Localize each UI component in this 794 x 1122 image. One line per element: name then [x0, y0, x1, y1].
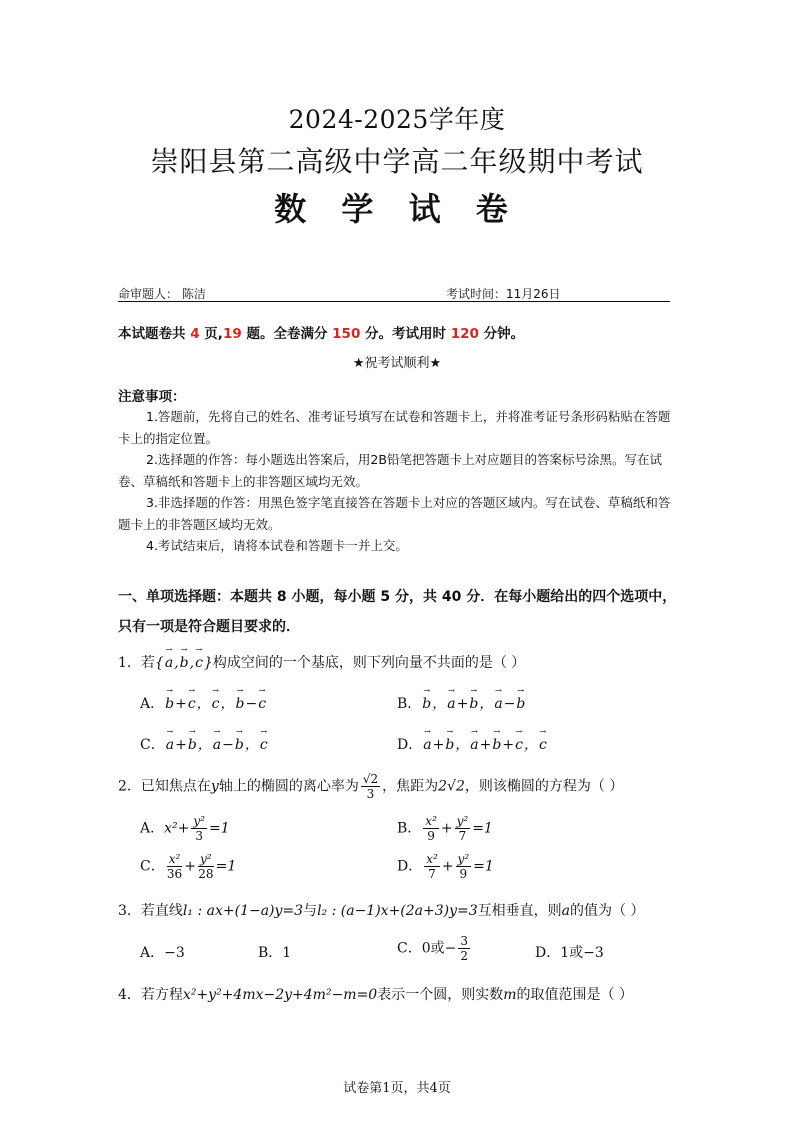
question-3-option-d[interactable]: D．1或−3	[535, 945, 604, 961]
question-2-option-c[interactable]: C． $\frac{\text{x²}}{36}$ + $\frac{\text{y²}}{28}$ =1	[140, 852, 237, 881]
exam-summary: 本试题卷共 4 页,19 题。全卷满分 150 分。考试用时 120 分钟。	[118, 326, 525, 342]
exam-duration: 120	[450, 326, 479, 342]
exam-author: 命审题人： 陈洁	[118, 287, 206, 301]
question-4-stem: 4．若方程x²+y²+4mx−2y+4m²−m=0表示一个圆，则实数m的取值范围是（ ）	[118, 987, 633, 1003]
notice-list	[118, 406, 680, 557]
question-3-stem: 3．若直线l₁ : ax+(1−a)y=3与l₂ : (a−1)x+(2a+3)y=3互相垂直，则a的值为（ ）	[118, 903, 645, 919]
good-luck-line: ★祝考试顺利★	[352, 356, 442, 371]
section-heading: 一、单项选择题：本题共 8 小题，每小题 5 分，共 40 分．在每小题给出的四个选项中，只有一项是符合题目要求的．	[118, 589, 677, 635]
notice-heading: 注意事项：	[118, 389, 186, 405]
question-1-option-d[interactable]: D．→ a+→ b，→ a+→ b+→ c，→ c	[397, 734, 548, 754]
exam-date: 考试时间：11月26日	[446, 287, 561, 301]
question-1-stem: 1．若{→ a,→ b,→ c}构成空间的一个基底，则下列向量不共面的是（ ）	[118, 652, 525, 672]
question-2-option-a[interactable]: A．x²+ $\frac{\text{y²}}{3}$ =1	[140, 814, 230, 843]
page-count: 4	[190, 326, 200, 342]
question-count: 19	[222, 326, 242, 342]
question-2-option-d[interactable]: D． $\frac{\text{x²}}{7}$ + $\frac{\text{y²}}{9}$ =1	[397, 852, 494, 881]
exam-year: 2024-2025学年度	[288, 105, 506, 134]
question-3-option-c[interactable]: C．0或− $\frac{3}{2}$	[397, 934, 468, 963]
total-score: 150	[332, 326, 361, 342]
notice-item: 2.选择题的作答：每小题选出答案后，用2B铅笔把答题卡上对应题目的答案标号涂黑。写在试卷、草稿纸和答题卡上的非答题区域均无效。	[118, 452, 662, 489]
question-2-option-b[interactable]: B． $\frac{\text{x²}}{9}$ + $\frac{\text{y²}}{7}$ =1	[397, 814, 493, 843]
page-footer: 试卷第1页，共4页	[343, 1081, 451, 1096]
question-3-option-b[interactable]: B．1	[258, 945, 292, 961]
exam-subject: 数 学 试 卷	[274, 190, 520, 228]
question-2-stem: 2．已知焦点在y轴上的椭圆的离心率为 $\frac{√2}{3}$ ，焦距为2√2，则该椭圆的方程为（ ）	[118, 772, 624, 801]
question-1-option-a[interactable]: A．→ b+→ c，→ c，→ b−→ c	[140, 693, 267, 713]
notice-item: 3.非选择题的作答：用黑色签字笔直接答在答题卡上对应的答题区域内。写在试卷、草稿纸和答题卡上的非答题区域均无效。	[118, 495, 671, 532]
notice-item: 1.答题前，先将自己的姓名、准考证号填写在试卷和答题卡上，并将准考证号条形码粘贴在答题卡上的指定位置。	[118, 409, 671, 446]
question-3-option-a[interactable]: A．−3	[140, 945, 185, 961]
exam-school-title: 崇阳县第二高级中学高二年级期中考试	[150, 145, 644, 178]
question-1-option-c[interactable]: C．→ a+→ b，→ a−→ b，→ c	[140, 734, 269, 754]
exam-meta-line	[118, 285, 670, 302]
notice-item: 4.考试结束后，请将本试卷和答题卡一并上交。	[146, 538, 408, 553]
question-1-option-b[interactable]: B．→ b，→ a+→ b，→ a−→ b	[397, 693, 526, 713]
